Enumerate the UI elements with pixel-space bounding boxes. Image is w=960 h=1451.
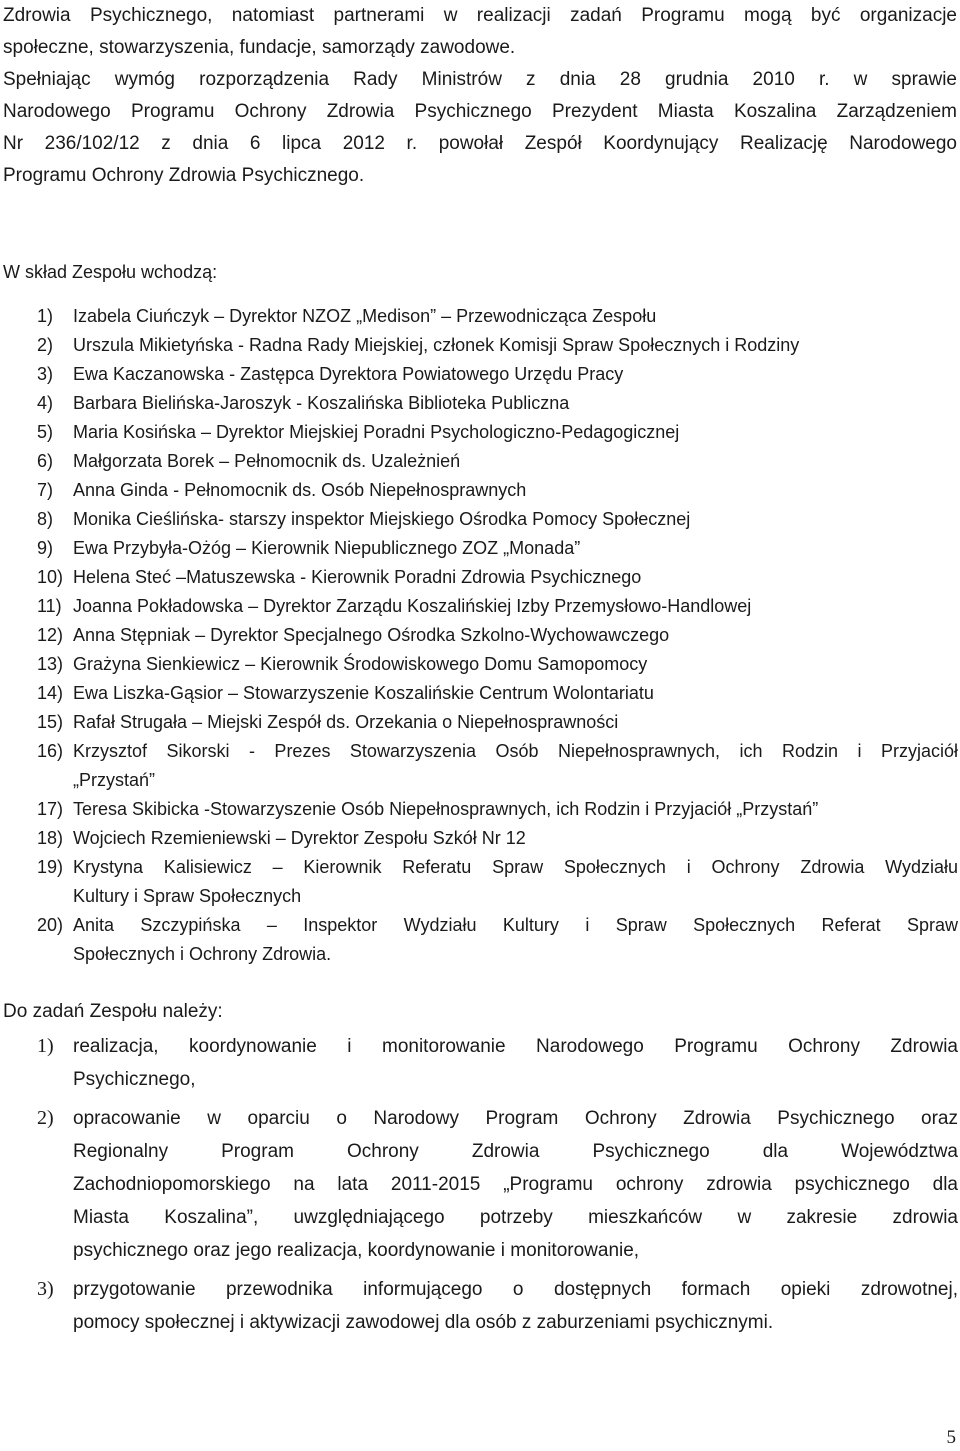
members-heading: W skład Zespołu wchodzą:: [3, 262, 218, 282]
member-text-line: Anita Szczypińska – Inspektor Wydziału Kultury i Spraw Społecznych Referat Spraw: [73, 915, 958, 935]
member-text: Anna Stępniak – Dyrektor Specjalnego Ośrodka Szkolno-Wychowawczego: [73, 625, 670, 645]
member-number: 4): [37, 393, 54, 413]
member-text: Teresa Skibicka -Stowarzyszenie Osób Niepełnosprawnych, ich Rodzin i Przyjaciół „Przystań”: [73, 799, 819, 819]
member-text: Helena Steć –Matuszewska - Kierownik Poradni Zdrowia Psychicznego: [73, 567, 642, 587]
member-text-line: Społecznych i Ochrony Zdrowia.: [73, 944, 332, 964]
members-list: [3, 302, 958, 969]
member-text: Anna Ginda - Pełnomocnik ds. Osób Niepełnosprawnych: [73, 480, 527, 500]
member-item: [3, 679, 958, 708]
member-text: Grażyna Sienkiewicz – Kierownik Środowiskowego Domu Samopomocy: [73, 654, 648, 674]
tasks-heading: Do zadań Zespołu należy:: [3, 1001, 223, 1022]
task-number: 3): [37, 1278, 54, 1300]
task-number: 1): [37, 1035, 54, 1057]
task-item: [3, 1273, 958, 1339]
task-text-line: przygotowanie przewodnika informującego o dostępnych formach opieki zdrowotnej,: [73, 1279, 958, 1300]
member-item: [3, 389, 958, 418]
member-item: [3, 534, 958, 563]
member-item: [3, 737, 958, 795]
task-text-line: Miasta Koszalina”, uwzględniającego potrzeby mieszkańców w zakresie zdrowia: [73, 1207, 958, 1228]
member-text: Rafał Strugała – Miejski Zespół ds. Orzekania o Niepełnosprawności: [73, 712, 619, 732]
member-item: [3, 331, 958, 360]
member-text: Urszula Mikietyńska - Radna Rady Miejskiej, członek Komisji Spraw Społecznych i Rodziny: [73, 335, 800, 355]
member-text-line: Krystyna Kalisiewicz – Kierownik Referatu Spraw Społecznych i Ochrony Zdrowia Wydziału: [73, 857, 958, 877]
task-item: [3, 1102, 958, 1267]
task-text-line: Psychicznego,: [73, 1069, 196, 1090]
member-text: [73, 737, 958, 795]
task-text-line: Zachodniopomorskiego na lata 2011-2015 „Programu ochrony zdrowia psychicznego dla: [73, 1174, 958, 1195]
member-number: 15): [37, 712, 64, 732]
tasks-list: [3, 1030, 958, 1345]
member-item: [3, 476, 958, 505]
member-text-line: Kultury i Spraw Społecznych: [73, 886, 302, 906]
intro-line: Zdrowia Psychicznego, natomiast partnerami w realizacji zadań Programu mogą być organizacje: [3, 5, 957, 26]
member-item: [3, 447, 958, 476]
member-item: [3, 505, 958, 534]
member-number: 14): [37, 683, 64, 703]
member-number: 18): [37, 828, 64, 848]
intro-line: Nr 236/102/12 z dnia 6 lipca 2012 r. powołał Zespół Koordynujący Realizację Narodowego: [3, 133, 957, 154]
task-text-line: psychicznego oraz jego realizacja, koordynowanie i monitorowanie,: [73, 1240, 640, 1261]
member-item: [3, 911, 958, 969]
member-item: [3, 853, 958, 911]
intro-line: społeczne, stowarzyszenia, fundacje, samorządy zawodowe.: [3, 37, 516, 58]
member-item: [3, 302, 958, 331]
member-number: 9): [37, 538, 54, 558]
member-item: [3, 563, 958, 592]
task-number: 2): [37, 1107, 54, 1129]
task-text-line: pomocy społecznej i aktywizacji zawodowej dla osób z zaburzeniami psychicznymi.: [73, 1312, 774, 1333]
member-number: 5): [37, 422, 54, 442]
member-number: 16): [37, 741, 64, 761]
member-text: [73, 853, 958, 911]
member-item: [3, 824, 958, 853]
member-text: Barbara Bielińska-Jaroszyk - Koszalińska Biblioteka Publiczna: [73, 393, 570, 413]
member-text: Ewa Kaczanowska - Zastępca Dyrektora Powiatowego Urzędu Pracy: [73, 364, 624, 384]
task-text-line: opracowanie w oparciu o Narodowy Program Ochrony Zdrowia Psychicznego oraz: [73, 1108, 958, 1129]
member-text: Wojciech Rzemieniewski – Dyrektor Zespołu Szkół Nr 12: [73, 828, 526, 848]
member-text: Joanna Pokładowska – Dyrektor Zarządu Koszalińskiej Izby Przemysłowo-Handlowej: [73, 596, 752, 616]
member-number: 3): [37, 364, 54, 384]
task-text-line: Regionalny Program Ochrony Zdrowia Psychicznego dla Województwa: [73, 1141, 958, 1162]
member-text: Maria Kosińska – Dyrektor Miejskiej Poradni Psychologiczno-Pedagogicznej: [73, 422, 680, 442]
member-text: Izabela Ciuńczyk – Dyrektor NZOZ „Medison” – Przewodnicząca Zespołu: [73, 306, 657, 326]
member-text-line: Krzysztof Sikorski - Prezes Stowarzyszenia Osób Niepełnosprawnych, ich Rodzin i Przyjaciół: [73, 741, 958, 761]
member-text: Ewa Liszka-Gąsior – Stowarzyszenie Koszalińskie Centrum Wolontariatu: [73, 683, 654, 703]
member-number: 6): [37, 451, 54, 471]
task-item: [3, 1030, 958, 1096]
member-item: [3, 650, 958, 679]
intro-line: Programu Ochrony Zdrowia Psychicznego.: [3, 165, 365, 186]
member-text: [73, 911, 958, 969]
page-number: 5: [946, 1427, 956, 1448]
intro-line: Spełniając wymóg rozporządzenia Rady Ministrów z dnia 28 grudnia 2010 r. w sprawie: [3, 69, 957, 90]
intro-line: Narodowego Programu Ochrony Zdrowia Psychicznego Prezydent Miasta Koszalina Zarządzeniem: [3, 101, 957, 122]
member-number: 17): [37, 799, 64, 819]
member-text: Ewa Przybyła-Ożóg – Kierownik Niepublicznego ZOZ „Monada”: [73, 538, 581, 558]
member-number: 2): [37, 335, 54, 355]
member-number: 8): [37, 509, 54, 529]
member-text: Małgorzata Borek – Pełnomocnik ds. Uzależnień: [73, 451, 461, 471]
member-item: [3, 592, 958, 621]
member-item: [3, 708, 958, 737]
member-text: Monika Cieślińska- starszy inspektor Miejskiego Ośrodka Pomocy Społecznej: [73, 509, 691, 529]
member-item: [3, 360, 958, 389]
member-item: [3, 795, 958, 824]
member-item: [3, 621, 958, 650]
member-number: 20): [37, 915, 64, 935]
member-number: 7): [37, 480, 54, 500]
member-number: 11): [37, 596, 62, 616]
member-number: 13): [37, 654, 64, 674]
member-number: 1): [37, 306, 54, 326]
member-number: 12): [37, 625, 64, 645]
member-number: 19): [37, 857, 64, 877]
member-number: 10): [37, 567, 64, 587]
member-item: [3, 418, 958, 447]
task-text-line: realizacja, koordynowanie i monitorowanie Narodowego Programu Ochrony Zdrowia: [73, 1036, 958, 1057]
member-text-line: „Przystań”: [73, 770, 156, 790]
intro-paragraph: [3, 0, 957, 192]
